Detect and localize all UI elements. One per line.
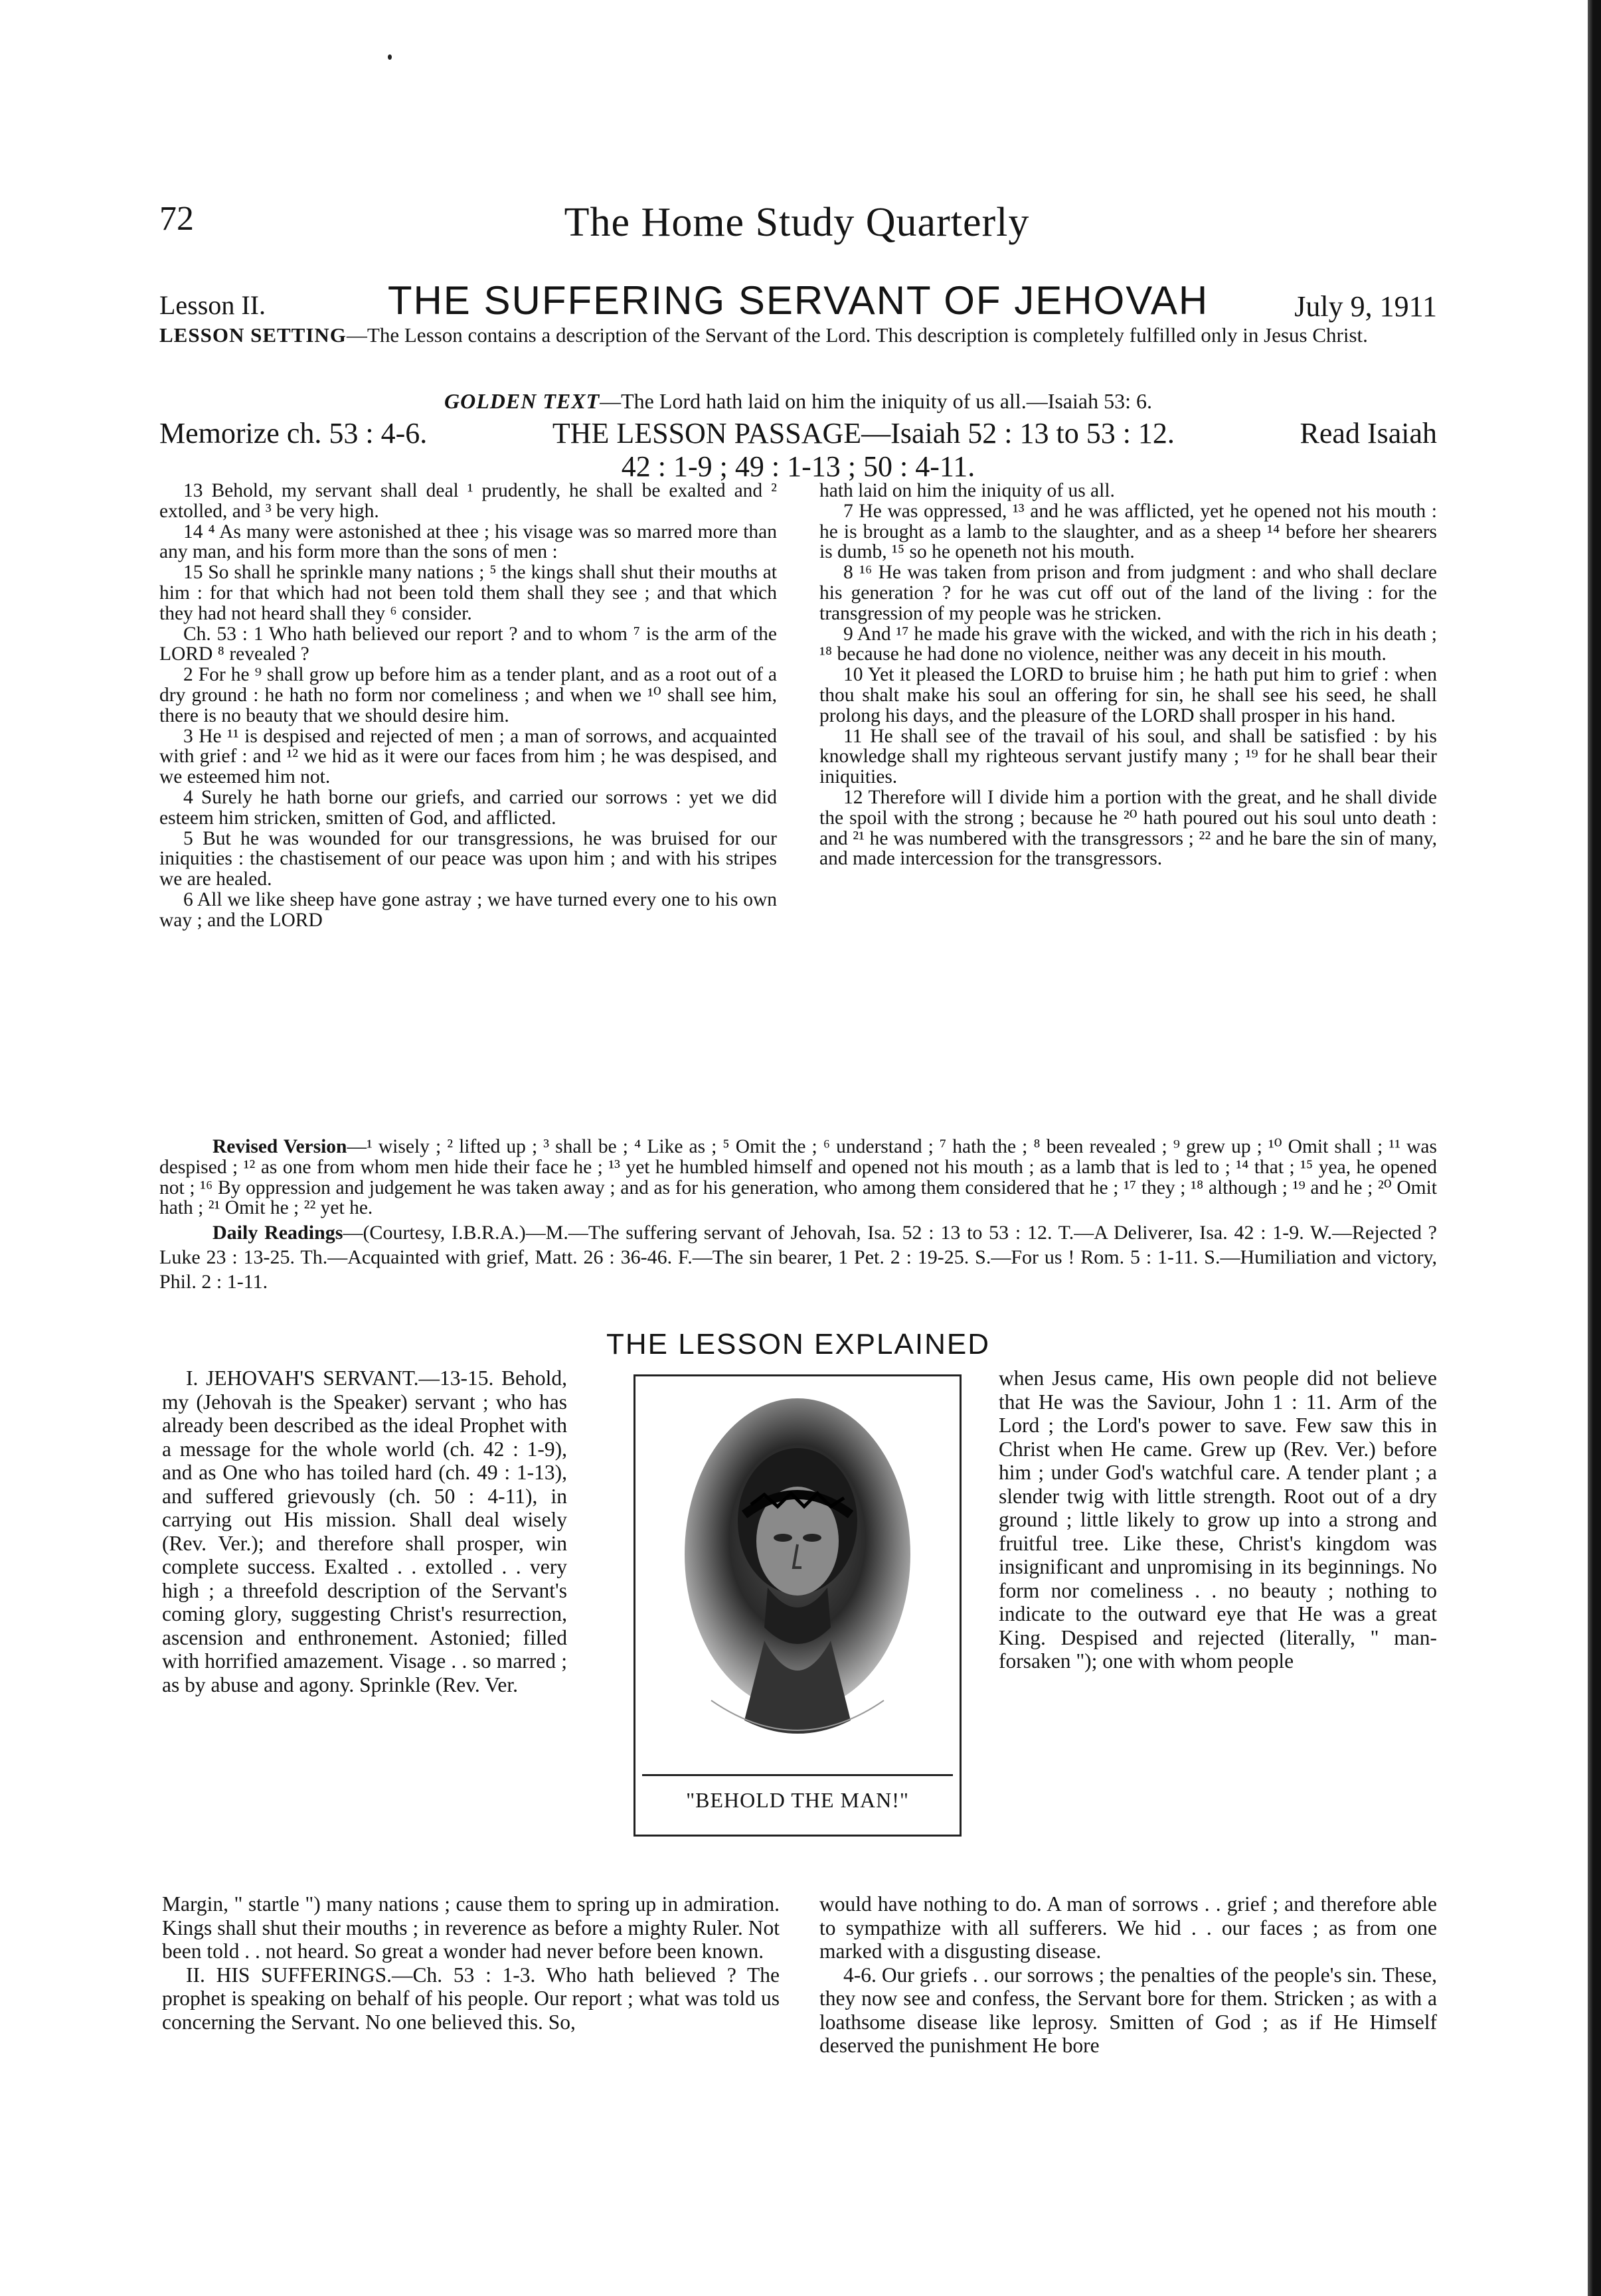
golden-text-label: GOLDEN TEXT [444,389,600,413]
revised-version-label: Revised Version [212,1136,347,1157]
page-number: 72 [159,200,194,238]
lesson-setting [159,323,1437,348]
explanation-column-right [999,1366,1437,1673]
explanation-paragraph: 4-6. Our griefs . . our sorrows ; the penalties of the people's sin. These, they now see and confess, the Servant bore for them. Stricken ; as with a loathsome disease like leprosy. Smitten of God ; as if He Himself deserved the punishment He bore [819,1963,1437,2057]
revised-version-text: —¹ wisely ; ² lifted up ; ³ shall be ; ⁴ Like as ; ⁵ Omit the ; ⁶ understand ; ⁷ hath the ; ⁸ been revealed ; ⁹ grew up ; ¹⁰ Omit shall ; ¹¹ was despised ; ¹² as one from whom men hide their face he ; ¹³ yet he humbled himself and opened not his mouth ; as a lamb that is led to ; ¹⁴ that ; ¹⁵ yea, he opened not ; ¹⁶ By oppression and judgement he was taken away ; and as for his generation, who among them considered that he ; ¹⁷ they ; ¹⁸ although ; ¹⁹ and he ; ²⁰ Omit hath ; ²¹ Omit he ; ²² yet he. [159,1136,1437,1219]
ink-speck [388,54,392,60]
scripture-column-right [819,481,1437,869]
lesson-explained-heading: THE LESSON EXPLAINED [606,1328,990,1360]
scripture-verse: 6 All we like sheep have gone astray ; we have turned every one to his own way ; and the LORD [159,888,777,931]
read-refs: 42 : 1-9 ; 49 : 1-13 ; 50 : 4-11. [621,450,975,483]
explanation-bottom-left [162,1892,780,2034]
scripture-verse: hath laid on him the iniquity of us all. [819,480,1115,501]
explanation-paragraph: when Jesus came, His own people did not believe that He was the Saviour, John 1 : 11. Arm of the Lord ; the Lord's power to save. Few saw this in Christ when He came. Grew up (Rev. Ver.) before him ; under God's watchful care. A tender plant ; a slender twig with little strength. Root out of a dry ground ; little likely to grow up into a strong and fruitful tree. Like these, Christ's kingdom was insignificant and unpromising in its beginnings. No form nor comeliness . . no beauty ; nothing to indicate to the outward eye that He was a great King. Despised and rejected (literally, " man-forsaken "); one with whom people [999,1366,1437,1673]
journal-title: The Home Study Quarterly [564,200,1030,245]
scripture-verse: 10 Yet it pleased the LORD to bruise him ; he hath put him to grief : when thou shalt make his soul an offering for sin, he shall see his seed, he shall prolong his days, and the pleasure of the LORD shall prosper in his hand. [819,664,1437,726]
scripture-column-left [159,481,777,931]
lesson-passage: THE LESSON PASSAGE—Isaiah 52 : 13 to 53 : 12. [552,417,1175,450]
scripture-verse: 11 He shall see of the travail of his soul, and shall be satisfied : by his knowledge shall my righteous servant justify many ; ¹⁹ for he shall bear their iniquities. [819,725,1437,788]
lesson-date: July 9, 1911 [1294,290,1437,323]
scripture-verse: 5 But he was wounded for our transgressions, he was bruised for our iniquities : the chastisement of our peace was upon him ; and with his stripes we are healed. [159,827,777,890]
explanation-paragraph: II. HIS SUFFERINGS.—Ch. 53 : 1-3. Who hath believed ? The prophet is speaking on behalf of his people. Our report ; what was told us concerning the Servant. No one believed this. So, [162,1963,780,2034]
lesson-setting-label: LESSON SETTING [159,323,347,347]
revised-version [159,1137,1437,1218]
daily-readings-text: —(Courtesy, I.B.R.A.)—M.—The suffering servant of Jehovah, Isa. 52 : 13 to 53 : 12. T.—A Deliverer, Isa. 42 : 1-9. W.—Rejected ? Luke 23 : 13-25. Th.—Acquainted with grief, Matt. 26 : 36-46. F.—The sin bearer, 1 Pet. 2 : 19-25. S.—For us ! Rom. 5 : 1-11. S.—Humiliation and victory, Phil. 2 : 1-11. [159,1222,1437,1293]
scripture-verse: 9 And ¹⁷ he made his grave with the wicked, and with the rich in his death ; ¹⁸ because he had done no violence, neither was any deceit in his mouth. [819,623,1437,665]
explanation-paragraph: would have nothing to do. A man of sorrows . . grief ; and therefore able to sympathize with all sufferers. We hid . . our faces ; as from one marked with a disgusting disease. [819,1892,1437,1963]
caption-box [642,1774,953,1828]
golden-text-body: —The Lord hath laid on him the iniquity of us all.—Isaiah 53: 6. [600,389,1152,413]
explanation-paragraph: Margin, " startle ") many nations ; cause them to spring up in admiration. Kings shall shut their mouths ; in reverence as before a mighty Ruler. Not been told . . not heard. So great a wonder had never before been known. [162,1892,780,1963]
running-head [159,199,1434,259]
explanation-paragraph: I. JEHOVAH'S SERVANT.—13-15. Behold, my (Jehovah is the Speaker) servant ; who has already been described as the ideal Prophet with a message for the whole world (ch. 42 : 1-9), and as One who has toiled hard (ch. 49 : 1-13), and suffered grievously (ch. 50 : 4-11), in carrying out His mission. Shall deal wisely (Rev. Ver.); and therefore shall prosper, win complete success. Exalted . . extolled . . very high ; a threefold description of the Servant's coming glory, suggesting Christ's resurrection, ascension and enthronement. Astonied; filled with horrified amazement. Visage . . so marred ; as by abuse and agony. Sprinkle (Rev. Ver. [162,1366,567,1696]
scripture-verse: Ch. 53 : 1 Who hath believed our report ? and to whom ⁷ is the arm of the LORD ⁸ revealed ? [159,623,777,665]
read-label: Read Isaiah [1300,417,1437,450]
scripture-verse: 4 Surely he hath borne our griefs, and carried our sorrows : yet we did esteem him stricken, smitten of God, and afflicted. [159,786,777,829]
scripture-verse: 13 Behold, my servant shall deal ¹ prudently, he shall be exalted and ² extolled, and ³ be very high. [159,480,777,522]
daily-readings-label: Daily Readings [212,1222,343,1244]
scripture-verse: 14 ⁴ As many were astonished at thee ; his visage was so marred more than any man, and his form more than the sons of men : [159,521,777,563]
scan-edge-bar [1588,0,1601,2296]
scripture-verse: 12 Therefore will I divide him a portion with the great, and he shall divide the spoil with the strong ; because he ²⁰ hath poured out his soul unto death : and ²¹ he was numbered with the transgressors ; ²² and he bare the sin of many, and made intercession for the transgressors. [819,786,1437,870]
portrait-engraving [651,1388,944,1767]
explanation-bottom-right [819,1892,1437,2058]
explanation-column-left [162,1366,567,1696]
scripture-verse: 7 He was oppressed, ¹³ and he was afflicted, yet he opened not his mouth : he is brought as a lamb to the slaughter, and as a sheep ¹⁴ before her shearers is dumb, ¹⁵ so he openeth not his mouth. [819,500,1437,563]
memorize-line [159,417,1437,483]
illustration-caption: "BEHOLD THE MAN!" [686,1788,909,1812]
daily-readings [159,1220,1437,1294]
golden-text [159,389,1437,414]
lesson-number: Lesson II. [159,290,266,320]
lesson-setting-text: —The Lesson contains a description of the Servant of the Lord. This description is completely fulfilled only in Jesus Christ. [346,323,1368,347]
scripture-verse: 2 For he ⁹ shall grow up before him as a tender plant, and as a root out of a dry ground : he hath no form nor comeliness ; and when we ¹⁰ shall see him, there is no beauty that we should desire him. [159,664,777,726]
memorize-ref: Memorize ch. 53 : 4-6. [159,417,428,450]
scripture-verse: 15 So shall he sprinkle many nations ; ⁵ the kings shall shut their mouths at him : for that which had not been told them shall they see ; and that which they had not heard shall they ⁶ consider. [159,562,777,624]
scripture-verse: 3 He ¹¹ is despised and rejected of men ; a man of sorrows, and acquainted with grief : and ¹² we hid as it were our faces from him ; he was despised, and we esteemed him not. [159,725,777,788]
scripture-verse: 8 ¹⁶ He was taken from prison and from judgment : and who shall declare his generation ? for he was cut off out of the land of the living : for the transgression of my people was he stricken. [819,562,1437,624]
lesson-title: THE SUFFERING SERVANT OF JEHOVAH [387,278,1209,323]
illustration-frame [633,1374,962,1837]
